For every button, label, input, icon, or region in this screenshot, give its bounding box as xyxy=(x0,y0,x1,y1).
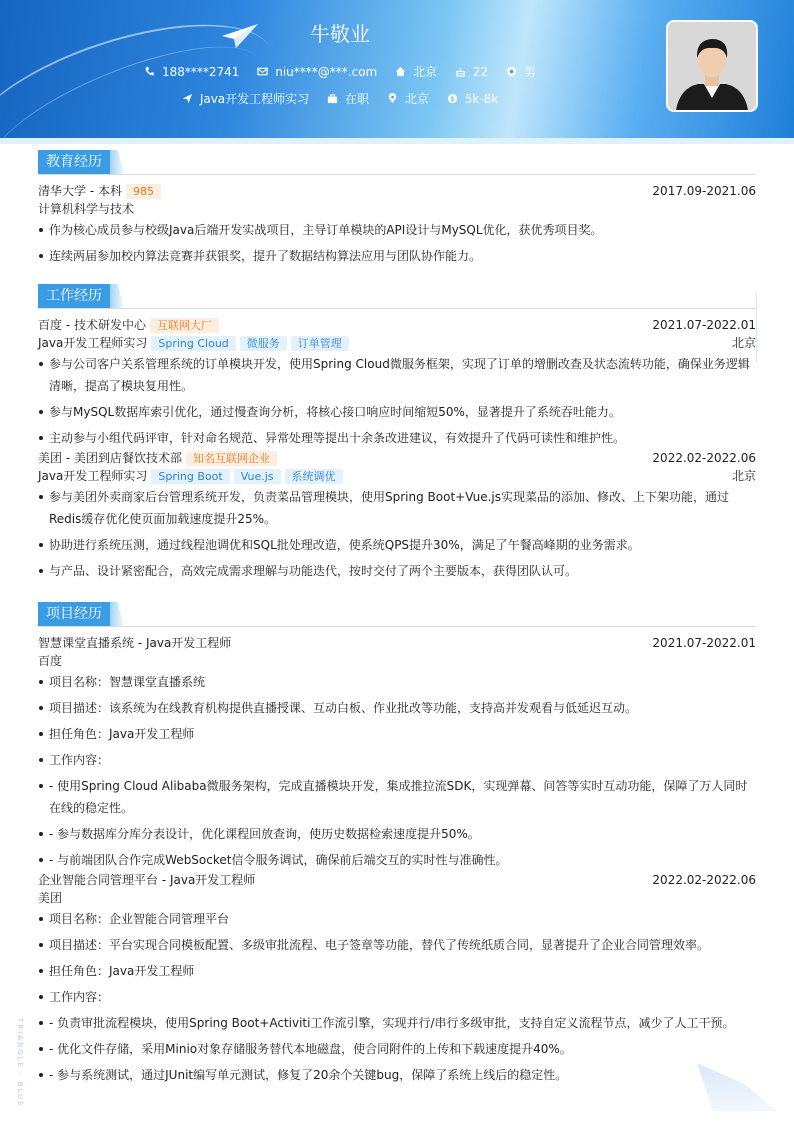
skill-tag: 微服务 xyxy=(240,336,287,351)
skill-tag: Spring Boot xyxy=(151,469,229,484)
skill-tag: Spring Cloud xyxy=(151,336,235,351)
job-date: 2022.02-2022.06 xyxy=(652,451,756,465)
projects-section xyxy=(38,602,756,1090)
job-entry xyxy=(38,316,756,449)
company-name: 百度 - 技术研发中心 xyxy=(38,318,146,332)
job-intent-item xyxy=(182,90,309,107)
intent-row xyxy=(0,90,680,107)
project-bullet: - 与前端团队合作完成WebSocket信令服务调试，确保前后端交互的实时性与准确性。 xyxy=(38,849,756,871)
header-divider xyxy=(0,138,794,144)
school-badge: 985 xyxy=(126,184,161,199)
section-title-tail xyxy=(110,150,124,174)
cake-icon xyxy=(455,66,466,77)
job-location: 北京 xyxy=(731,469,756,483)
project-bullet: 项目描述：平台实现合同模板配置、多级审批流程、电子签章等功能，替代了传统纸质合同，显著提升了企业合同管理效率。 xyxy=(38,934,756,956)
email-address: niu****@***.com xyxy=(275,64,378,79)
svg-text:$: $ xyxy=(450,94,455,103)
contact-row xyxy=(0,63,680,80)
gender: 男 xyxy=(524,65,537,79)
project-bullet: 项目描述：该系统为在线教育机构提供直播授课、互动白板、作业批改等功能，支持高并发观看与低延迟互动。 xyxy=(38,697,756,719)
company-name: 美团 - 美团到店餐饮技术部 xyxy=(38,451,182,465)
avatar-photo xyxy=(666,20,758,112)
skill-tag: 系统调优 xyxy=(285,469,343,484)
project-header xyxy=(38,634,756,652)
phone-item xyxy=(144,65,239,79)
job-intent: Java开发工程师实习 xyxy=(199,92,310,106)
job-header xyxy=(38,316,756,334)
company-badge: 知名互联网企业 xyxy=(186,451,277,466)
age-item xyxy=(455,65,488,79)
project-date: 2021.07-2022.01 xyxy=(652,636,756,650)
project-org: 美团 xyxy=(38,891,63,905)
home-icon xyxy=(395,66,406,77)
job-status: 在职 xyxy=(345,92,370,106)
project-entry xyxy=(38,634,756,871)
city-item xyxy=(395,63,437,80)
section-title: 项目经历 xyxy=(38,602,110,626)
job-role: Java开发工程师实习 xyxy=(38,469,148,483)
project-bullet: 担任角色：Java开发工程师 xyxy=(38,960,756,982)
gender-item xyxy=(506,63,536,80)
job-date: 2021.07-2022.01 xyxy=(652,318,756,332)
education-section xyxy=(38,150,756,271)
project-bullet: - 优化文件存储，采用Minio对象存储服务替代本地磁盘，使合同附件的上传和下载速度提升40%。 xyxy=(38,1038,756,1060)
target-city-item xyxy=(387,90,429,107)
city: 北京 xyxy=(413,65,438,79)
company-badge: 互联网大厂 xyxy=(150,318,219,333)
job-location: 北京 xyxy=(731,336,756,350)
project-bullet: - 参与系统测试，通过JUnit编写单元测试，修复了20余个关键bug，保障了系统上线后的稳定性。 xyxy=(38,1064,756,1086)
project-name: 企业智能合同管理平台 - Java开发工程师 xyxy=(38,873,256,887)
job-bullet: 参与MySQL数据库索引优化，通过慢查询分析，将核心接口响应时间缩短50%，显著提升了系统吞吐能力。 xyxy=(38,401,756,423)
project-name: 智慧课堂直播系统 - Java开发工程师 xyxy=(38,636,232,650)
job-header xyxy=(38,449,756,467)
project-bullet: 工作内容： xyxy=(38,986,756,1008)
skill-tag: 订单管理 xyxy=(291,336,349,351)
project-bullet: 项目名称：智慧课堂直播系统 xyxy=(38,671,756,693)
candidate-name: 牛敬业 xyxy=(310,22,370,46)
email-item xyxy=(257,65,377,79)
section-title-tail xyxy=(110,602,124,626)
school-name: 清华大学 - 本科 xyxy=(38,184,122,198)
gender-icon xyxy=(506,66,517,77)
salary-item xyxy=(447,92,499,106)
project-entry xyxy=(38,871,756,1086)
project-bullet: - 负责审批流程模块，使用Spring Boot+Activiti工作流引擎，实现并行/串行多级审批，支持自定义流程节点，减少了人工干预。 xyxy=(38,1012,756,1034)
job-entry xyxy=(38,449,756,582)
briefcase-icon xyxy=(327,93,338,104)
section-divider xyxy=(38,308,756,309)
phone-icon xyxy=(144,66,155,77)
education-bullet: 连续两届参加校内算法竞赛并获银奖，提升了数据结构算法应用与团队协作能力。 xyxy=(38,245,756,267)
project-bullet: - 使用Spring Cloud Alibaba微服务架构，完成直播模块开发，集成推拉流SDK，实现弹幕、问答等实时互动功能，保障了万人同时在线的稳定性。 xyxy=(38,775,756,819)
project-date: 2022.02-2022.06 xyxy=(652,873,756,887)
project-bullet: - 参与数据库分库分表设计，优化课程回放查询，使历史数据检索速度提升50%。 xyxy=(38,823,756,845)
target-city: 北京 xyxy=(404,92,429,106)
project-bullet: 工作内容： xyxy=(38,749,756,771)
money-icon xyxy=(447,93,458,104)
mail-icon xyxy=(257,66,268,77)
age: 22 xyxy=(472,64,489,79)
section-divider xyxy=(38,174,756,175)
location-pin-icon xyxy=(387,93,398,104)
section-divider xyxy=(38,626,756,627)
section-title-tail xyxy=(110,284,124,308)
portrait-image xyxy=(668,22,756,110)
job-bullet: 主动参与小组代码评审，针对命名规范、异常处理等提出十余条改进建议，有效提升了代码可读性和维护性。 xyxy=(38,427,756,449)
section-title: 教育经历 xyxy=(38,150,110,174)
education-entry-header xyxy=(38,182,756,200)
decorative-line xyxy=(756,292,757,362)
job-role-row xyxy=(38,334,756,352)
section-header xyxy=(38,284,756,308)
section-header xyxy=(38,602,756,626)
education-date: 2017.09-2021.06 xyxy=(652,184,756,198)
resume-header xyxy=(0,0,794,141)
project-bullet: 项目名称：企业智能合同管理平台 xyxy=(38,908,756,930)
job-bullet: 协助进行系统压测，通过线程池调优和SQL批处理改造，使系统QPS提升30%，满足了午餐高峰期的业务需求。 xyxy=(38,534,756,556)
project-header xyxy=(38,871,756,889)
salary: 5k-8k xyxy=(464,91,499,106)
work-section xyxy=(38,284,756,586)
major: 计算机科学与技术 xyxy=(38,202,135,216)
job-role: Java开发工程师实习 xyxy=(38,336,148,350)
education-bullet: 作为核心成员参与校级Java后端开发实战项目，主导订单模块的API设计与MySQL优化，获优秀项目奖。 xyxy=(38,219,756,241)
job-role-row xyxy=(38,467,756,485)
section-title: 工作经历 xyxy=(38,284,110,308)
watermark-text: TRIANGLE · BLUE xyxy=(16,1018,24,1108)
send-icon xyxy=(182,93,193,104)
phone-number: 188****2741 xyxy=(161,64,240,79)
skill-tag: Vue.js xyxy=(234,469,281,484)
project-org: 百度 xyxy=(38,654,63,668)
job-bullet: 参与公司客户关系管理系统的订单模块开发，使用Spring Cloud微服务框架，实现了订单的增删改查及状态流转功能，确保业务逻辑清晰，提高了模块复用性。 xyxy=(38,353,756,397)
section-header xyxy=(38,150,756,174)
job-bullet: 与产品、设计紧密配合，高效完成需求理解与功能迭代，按时交付了两个主要版本，获得团队认可。 xyxy=(38,560,756,582)
project-bullet: 担任角色：Java开发工程师 xyxy=(38,723,756,745)
job-bullet: 参与美团外卖商家后台管理系统开发，负责菜品管理模块，使用Spring Boot+Vue.js实现菜品的添加、修改、上下架功能，通过Redis缓存优化使页面加载速度提升25%。 xyxy=(38,486,756,530)
status-item xyxy=(327,90,369,107)
